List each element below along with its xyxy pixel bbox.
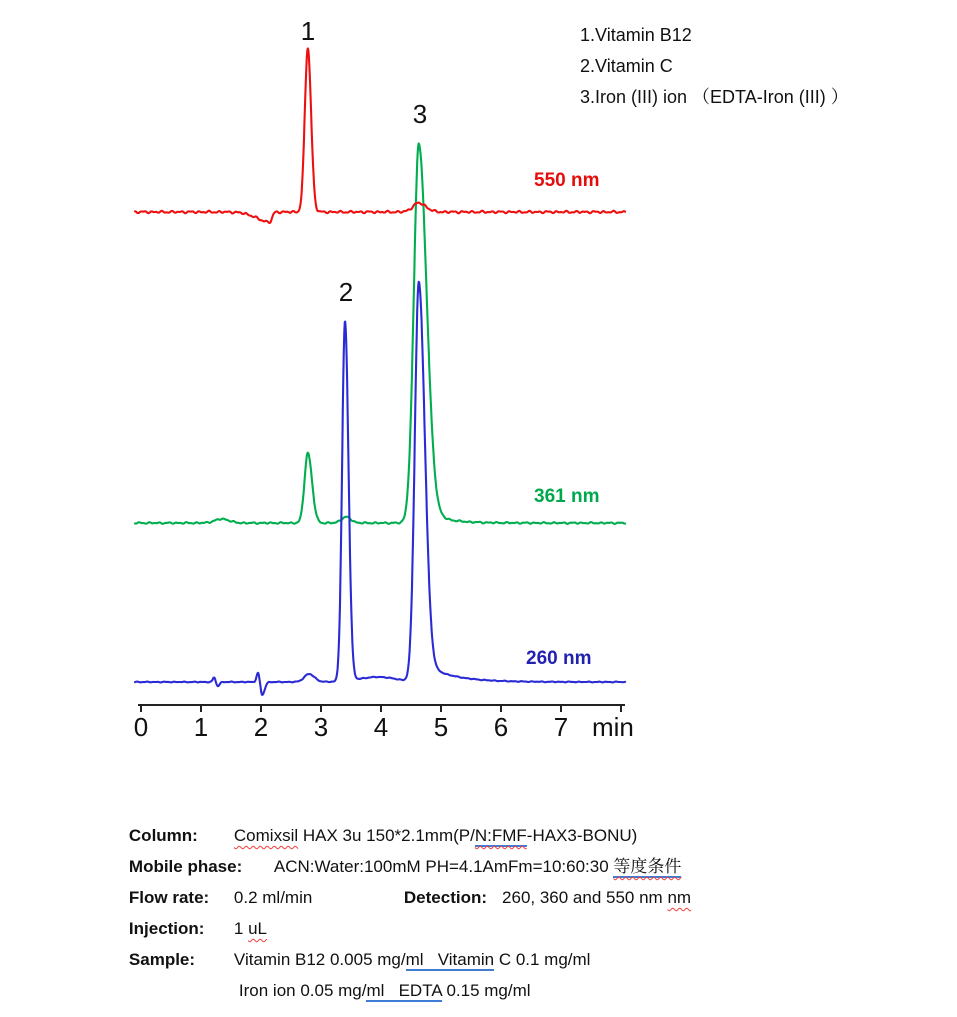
flow-rate-value: 0.2 ml/min: [233, 888, 313, 907]
column-value-part1: Comixsil: [233, 826, 299, 845]
sample2-part2: ml EDTA: [366, 981, 442, 1000]
wavelength-label-260-nm: 260 nm: [526, 648, 592, 669]
injection-value-part2: uL: [248, 919, 268, 938]
legend-item-3: 3.Iron (III) ion （EDTA-Iron (III) ）: [580, 87, 849, 107]
detection-label: Detection:: [403, 888, 488, 907]
mobile-phase-value: ACN:Water:100mM PH=4.1AmFm=10:60:30: [273, 857, 614, 876]
spec-line-sample-2: [220, 961, 531, 1017]
legend-item-1: 1.Vitamin B12: [580, 25, 692, 45]
detection-value: 260, 360 and 550 nm: [502, 888, 668, 907]
peak-legend: [580, 20, 849, 113]
column-value-part4: -HAX3-BONU): [526, 826, 638, 845]
column-label: Column:: [128, 826, 198, 845]
sample1-part2: ml Vitamin: [405, 950, 495, 969]
injection-value-part1: 1: [233, 919, 249, 938]
x-tick-label-3: 3: [313, 712, 329, 742]
peak-number-3: 3: [412, 99, 428, 129]
wavelength-label-361-nm: 361 nm: [534, 486, 600, 507]
mobile-phase-label: Mobile phase:: [128, 857, 243, 876]
x-tick-label-2: 2: [253, 712, 269, 742]
x-tick-label-0: 0: [133, 712, 149, 742]
flow-rate-label: Flow rate:: [128, 888, 210, 907]
peak-number-1: 1: [300, 16, 316, 46]
x-tick-label-4: 4: [373, 712, 389, 742]
column-value-part2: HAX 3u 150*2.1mm(P/: [298, 826, 475, 845]
sample2-part1: Iron ion 0.05 mg/: [238, 981, 367, 1000]
trace-361-nm: [135, 144, 625, 524]
x-tick-label-5: 5: [433, 712, 449, 742]
sample-label: Sample:: [128, 950, 196, 969]
detection-value-dup: nm: [667, 888, 692, 907]
x-tick-label-7: 7: [553, 712, 569, 742]
peak-number-2: 2: [338, 277, 354, 307]
sample2-part3: 0.15 mg/ml: [441, 981, 531, 1000]
legend-item-2: 2.Vitamin C: [580, 56, 673, 76]
x-tick-label-6: 6: [493, 712, 509, 742]
sample1-part3: C 0.1 mg/ml: [494, 950, 591, 969]
column-part-number-link: N:FMF: [474, 826, 527, 845]
trace-550-nm: [135, 48, 625, 223]
x-tick-label-1: 1: [193, 712, 209, 742]
x-axis-unit-label: min: [592, 712, 634, 742]
wavelength-label-550-nm: 550 nm: [534, 170, 600, 191]
mobile-phase-isocratic-note: 等度条件: [613, 857, 682, 876]
injection-label: Injection:: [128, 919, 205, 938]
sample1-part1: Vitamin B12 0.005 mg/: [233, 950, 406, 969]
